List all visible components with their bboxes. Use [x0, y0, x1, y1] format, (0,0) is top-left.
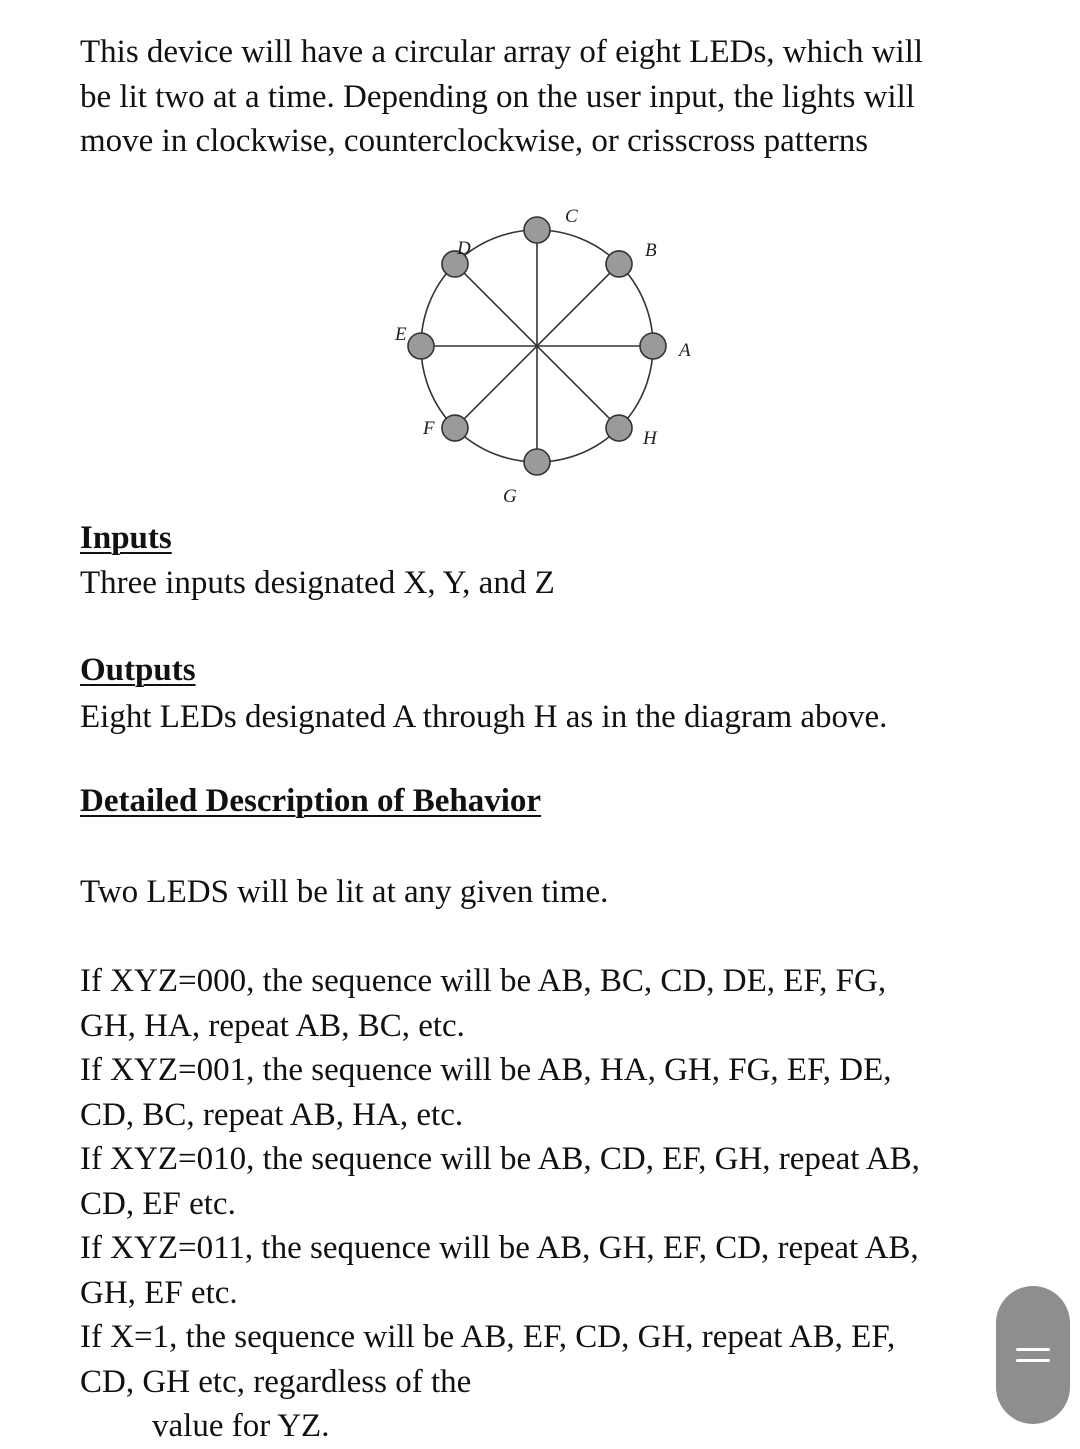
intro-line-2: be lit two at a time. Depending on the user input, the lights will	[80, 78, 915, 115]
intro-paragraph	[80, 30, 923, 164]
inputs-heading: Inputs	[80, 520, 172, 556]
led-g	[524, 449, 550, 475]
led-label-d: D	[456, 237, 471, 259]
intro-line-1: This device will have a circular array of eight LEDs, which will	[80, 34, 924, 70]
outputs-heading: Outputs	[80, 652, 196, 688]
sequence-line: GH, HA, repeat AB, BC, etc.	[80, 1007, 465, 1044]
sequence-line: CD, BC, repeat AB, HA, etc.	[80, 1096, 464, 1133]
led-c	[524, 217, 550, 243]
led-label-h: H	[643, 428, 657, 450]
led-label-g: G	[503, 486, 517, 507]
led-h	[606, 415, 632, 441]
sequence-line: If XYZ=011, the sequence will be AB, GH, EF, CD, repeat AB,	[80, 1230, 919, 1266]
intro-line-3: move in clockwise, counterclockwise, or crisscross patterns	[80, 123, 869, 159]
led-label-a: A	[679, 340, 691, 361]
sequence-line: GH, EF etc.	[80, 1274, 238, 1311]
sequence-line: value for YZ.	[152, 1408, 330, 1444]
led-circle-diagram	[380, 200, 720, 510]
scroll-handle-bar	[1016, 1359, 1050, 1362]
led-label-c: C	[565, 206, 578, 227]
sequence-line: If XYZ=010, the sequence will be AB, CD, EF, GH, repeat AB,	[80, 1141, 920, 1177]
led-e	[408, 333, 434, 359]
led-label-b: B	[645, 239, 657, 261]
outputs-text: Eight LEDs designated A through H as in the diagram above.	[80, 699, 888, 735]
led-a	[640, 333, 666, 359]
behavior-heading: Detailed Description of Behavior	[80, 783, 542, 819]
sequence-line: If X=1, the sequence will be AB, EF, CD, GH, repeat AB, EF,	[80, 1319, 896, 1355]
led-b	[606, 251, 632, 277]
inputs-text: Three inputs designated X, Y, and Z	[80, 565, 555, 601]
led-label-e: E	[395, 324, 407, 345]
led-f	[442, 415, 468, 441]
sequence-line: If XYZ=001, the sequence will be AB, HA, GH, FG, EF, DE,	[80, 1052, 892, 1088]
led-label-f: F	[422, 418, 435, 440]
sequence-line: CD, EF etc.	[80, 1185, 236, 1222]
scroll-handle-bar	[1016, 1348, 1050, 1351]
scroll-handle-icon[interactable]	[996, 1286, 1070, 1424]
sequence-line: If XYZ=000, the sequence will be AB, BC, CD, DE, EF, FG,	[80, 963, 887, 999]
sequence-line: CD, GH etc, regardless of the	[80, 1363, 472, 1400]
behavior-sequence-list	[80, 959, 920, 1449]
behavior-summary: Two LEDS will be lit at any given time.	[80, 874, 609, 910]
